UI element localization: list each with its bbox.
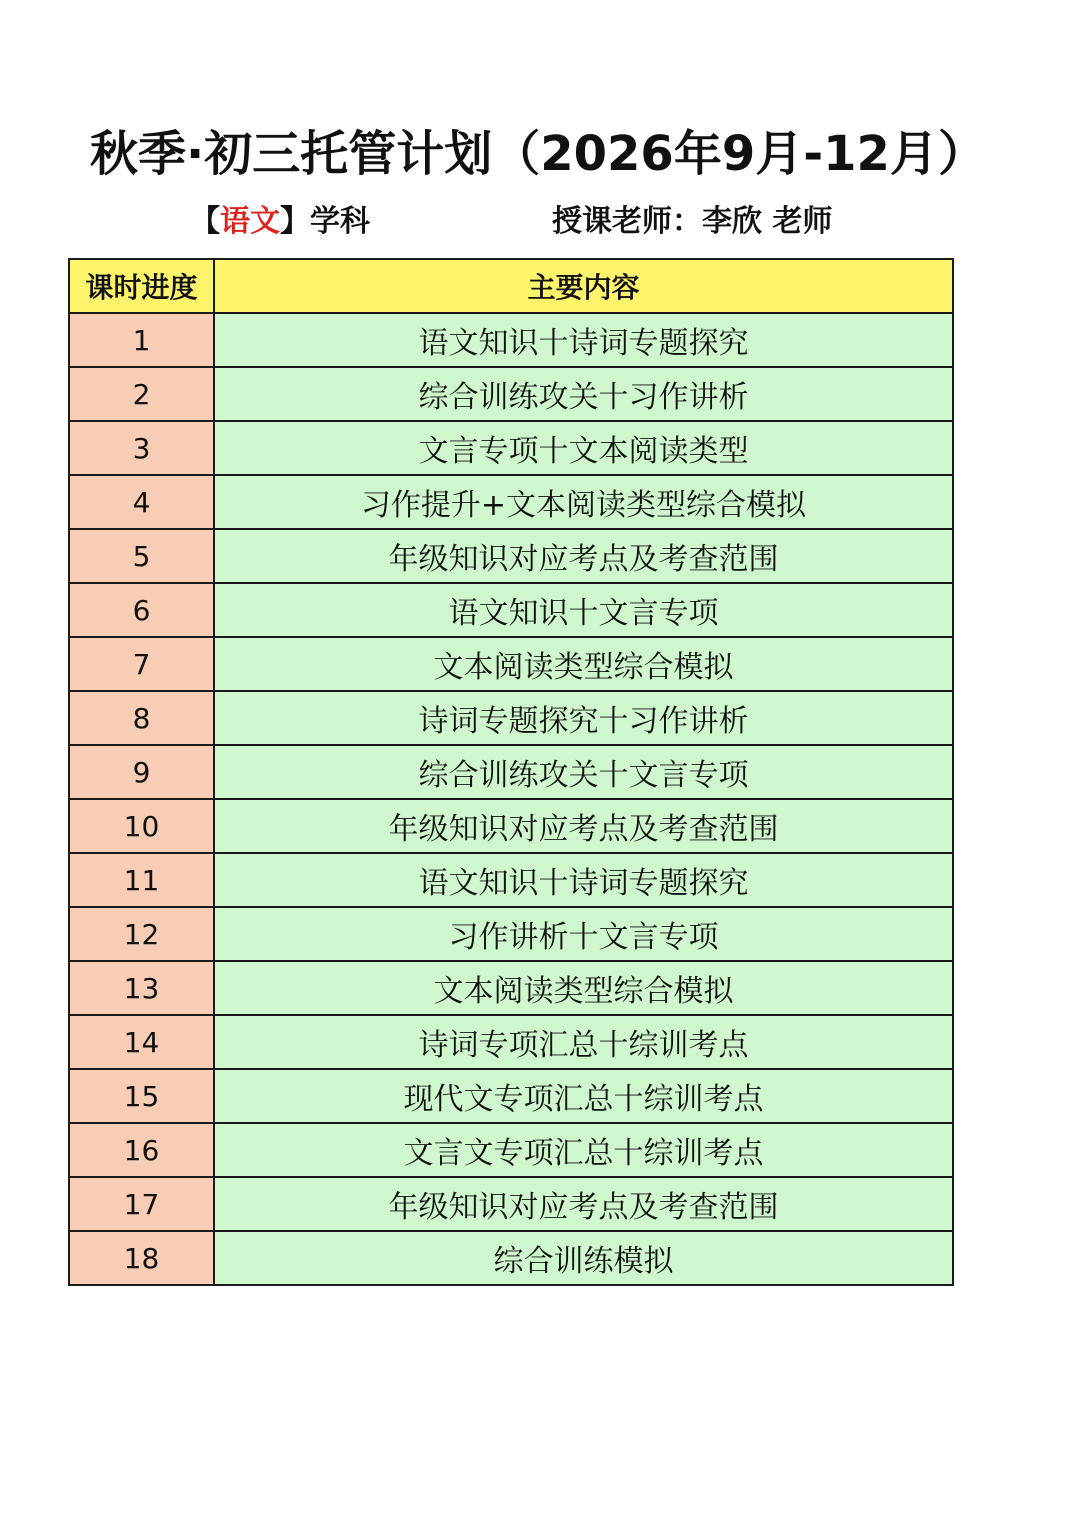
lesson-content-cell: 现代文专项汇总十综训考点 [214,1069,953,1123]
table-row [69,691,953,745]
lesson-content-cell: 诗词专项汇总十综训考点 [214,1015,953,1069]
lesson-number-cell: 18 [69,1231,214,1285]
lesson-number-cell: 8 [69,691,214,745]
lesson-content-cell: 年级知识对应考点及考查范围 [214,1177,953,1231]
page-title: 秋季·初三托管计划（2026年9月-12月） [90,126,986,182]
lesson-number-cell: 13 [69,961,214,1015]
lesson-number-cell: 2 [69,367,214,421]
lesson-number-cell: 16 [69,1123,214,1177]
table-row [69,1069,953,1123]
lesson-number-cell: 3 [69,421,214,475]
teacher-label [552,198,832,246]
table-row [69,529,953,583]
column-header-lesson: 课时进度 [69,259,214,313]
teacher-label-text: 授课老师： [552,204,702,239]
lesson-number-cell: 7 [69,637,214,691]
lesson-content-cell: 习作讲析十文言专项 [214,907,953,961]
table-row [69,961,953,1015]
column-header-content: 主要内容 [214,259,953,313]
subject-suffix: 】学科 [280,204,370,239]
lesson-content-cell: 综合训练攻关十文言专项 [214,745,953,799]
lesson-number-cell: 5 [69,529,214,583]
lesson-content-cell: 文言文专项汇总十综训考点 [214,1123,953,1177]
table-header-row [69,259,953,313]
table-row [69,475,953,529]
lesson-content-cell: 习作提升+文本阅读类型综合模拟 [214,475,953,529]
lesson-content-cell: 年级知识对应考点及考查范围 [214,799,953,853]
lesson-number-cell: 4 [69,475,214,529]
lesson-number-cell: 15 [69,1069,214,1123]
teacher-name: 李欣 老师 [702,204,833,239]
lesson-content-cell: 语文知识十诗词专题探究 [214,853,953,907]
schedule-table [68,258,954,1286]
lesson-number-cell: 9 [69,745,214,799]
lesson-number-cell: 6 [69,583,214,637]
lesson-content-cell: 语文知识十文言专项 [214,583,953,637]
table-row [69,1231,953,1285]
lesson-content-cell: 文言专项十文本阅读类型 [214,421,953,475]
table-body [69,313,953,1285]
table-row [69,853,953,907]
lesson-content-cell: 综合训练攻关十习作讲析 [214,367,953,421]
lesson-content-cell: 文本阅读类型综合模拟 [214,637,953,691]
lesson-content-cell: 综合训练模拟 [214,1231,953,1285]
subject-label [190,198,370,246]
lesson-number-cell: 17 [69,1177,214,1231]
lesson-number-cell: 14 [69,1015,214,1069]
table-row [69,1123,953,1177]
table-row [69,367,953,421]
table-row [69,1177,953,1231]
table-row [69,637,953,691]
subject-name: 语文 [220,204,280,239]
table-row [69,313,953,367]
table-row [69,907,953,961]
lesson-number-cell: 10 [69,799,214,853]
lesson-number-cell: 11 [69,853,214,907]
lesson-content-cell: 诗词专题探究十习作讲析 [214,691,953,745]
table-row [69,421,953,475]
table-row [69,799,953,853]
table-row [69,583,953,637]
lesson-content-cell: 文本阅读类型综合模拟 [214,961,953,1015]
lesson-content-cell: 语文知识十诗词专题探究 [214,313,953,367]
subject-bracket-open: 【 [190,204,220,239]
lesson-number-cell: 1 [69,313,214,367]
table-row [69,745,953,799]
table-row [69,1015,953,1069]
lesson-number-cell: 12 [69,907,214,961]
lesson-content-cell: 年级知识对应考点及考查范围 [214,529,953,583]
